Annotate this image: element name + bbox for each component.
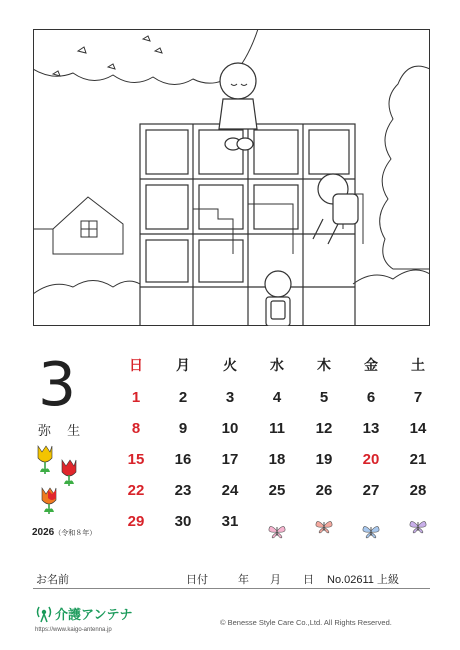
calendar-day: 15 bbox=[127, 451, 145, 468]
calendar-day: 29 bbox=[127, 513, 145, 530]
day-field-label: 日 bbox=[303, 573, 314, 586]
weekday-sat: 土 bbox=[411, 358, 425, 374]
calendar-week-row bbox=[113, 451, 443, 482]
era-label: （令和８年） bbox=[54, 530, 97, 537]
brand-url[interactable]: https://www.kaigo-antenna.jp bbox=[35, 627, 112, 633]
calendar-day: 11 bbox=[269, 420, 285, 437]
calendar-day: 12 bbox=[315, 420, 333, 437]
calendar-weeks bbox=[113, 389, 443, 544]
butterfly-icon bbox=[361, 523, 381, 539]
weekday-header-row bbox=[113, 355, 443, 387]
calendar-day: 25 bbox=[268, 482, 286, 499]
month-japanese-name: 弥 生 bbox=[38, 424, 87, 439]
weekday-fri: 金 bbox=[364, 358, 378, 374]
calendar-week-row bbox=[113, 482, 443, 513]
calendar-day: 6 bbox=[366, 389, 376, 406]
calendar-day: 16 bbox=[174, 451, 192, 468]
calendar-day: 2 bbox=[178, 389, 188, 406]
calendar-day: 5 bbox=[319, 389, 329, 406]
calendar-day: 14 bbox=[409, 420, 427, 437]
calendar-day: 10 bbox=[221, 420, 239, 437]
calendar-day: 20 bbox=[362, 451, 380, 468]
calendar-day: 26 bbox=[315, 482, 333, 499]
calendar-day: 18 bbox=[268, 451, 286, 468]
butterfly-icon bbox=[408, 518, 428, 534]
calendar-day: 4 bbox=[272, 389, 282, 406]
weekday-thu: 木 bbox=[317, 358, 331, 374]
calendar-day: 9 bbox=[178, 420, 188, 437]
calendar-day: 13 bbox=[362, 420, 380, 437]
copyright-text: © Benesse Style Care Co.,Ltd. All Rights Reserved. bbox=[220, 618, 392, 627]
calendar-day: 28 bbox=[409, 482, 427, 499]
year-label bbox=[32, 527, 96, 538]
year-field-label: 年 bbox=[238, 573, 249, 586]
calendar-day: 24 bbox=[221, 482, 239, 499]
coloring-illustration bbox=[33, 29, 430, 326]
calendar-day: 1 bbox=[131, 389, 141, 406]
calendar-grid bbox=[113, 355, 443, 544]
tulip-icon bbox=[30, 442, 85, 517]
calendar-day: 21 bbox=[409, 451, 427, 468]
calendar-day: 23 bbox=[174, 482, 192, 499]
weekday-tue: 火 bbox=[223, 358, 237, 374]
calendar-day: 27 bbox=[362, 482, 380, 499]
weekday-wed: 水 bbox=[270, 358, 284, 374]
antenna-logo-icon bbox=[34, 605, 54, 623]
document-number: No.02611 上級 bbox=[327, 574, 399, 586]
year-number: 2026 bbox=[32, 527, 55, 538]
brand-logo-text: 介護アンテナ bbox=[55, 608, 133, 623]
calendar-day: 19 bbox=[315, 451, 333, 468]
calendar-day: 17 bbox=[221, 451, 239, 468]
calendar-week-row bbox=[113, 389, 443, 420]
calendar-day: 31 bbox=[221, 513, 239, 530]
calendar-day: 8 bbox=[131, 420, 141, 437]
month-field-label: 月 bbox=[270, 573, 281, 586]
month-number: 3 bbox=[38, 350, 77, 420]
name-underline bbox=[33, 588, 430, 589]
weekday-sun: 日 bbox=[129, 358, 143, 374]
butterfly-icon bbox=[267, 523, 287, 539]
butterfly-icon bbox=[314, 518, 334, 534]
calendar-day: 22 bbox=[127, 482, 145, 499]
calendar-day: 7 bbox=[413, 389, 423, 406]
calendar-week-row bbox=[113, 420, 443, 451]
name-field-label: お名前 bbox=[36, 573, 69, 586]
date-label: 日付 bbox=[186, 573, 208, 586]
calendar-day: 3 bbox=[225, 389, 235, 406]
calendar-day: 30 bbox=[174, 513, 192, 530]
weekday-mon: 月 bbox=[176, 358, 190, 374]
